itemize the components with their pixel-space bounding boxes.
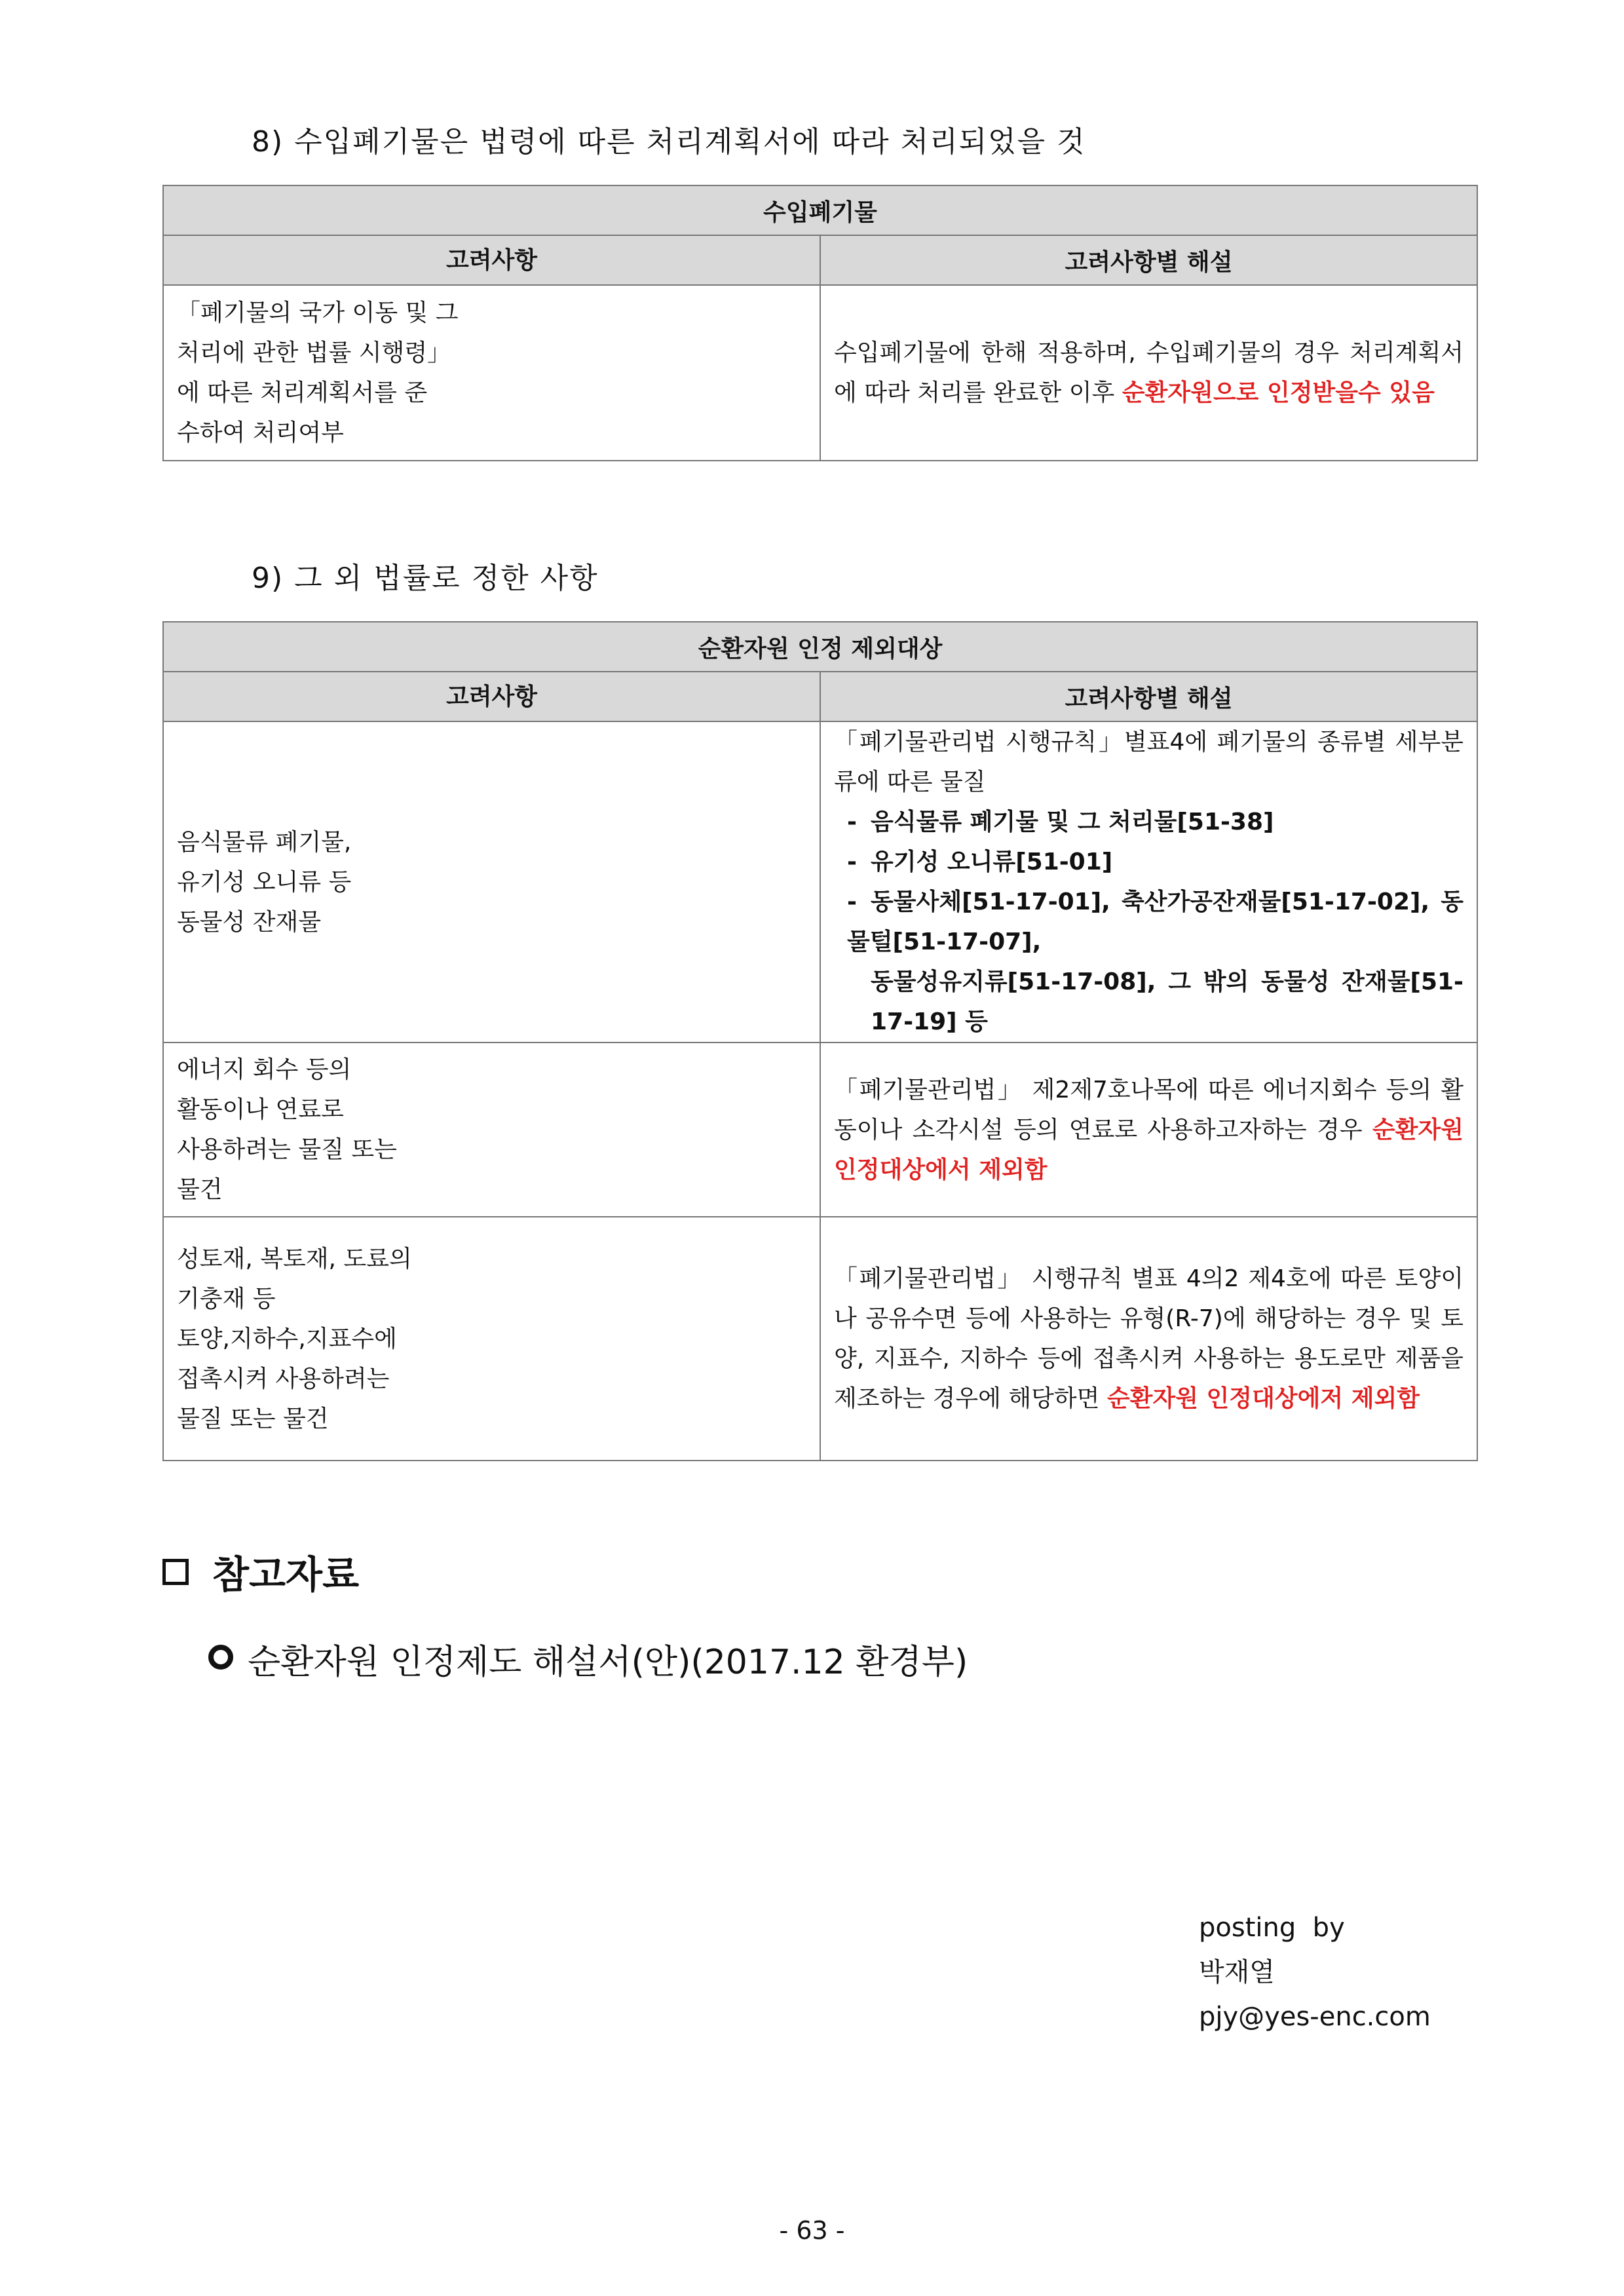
bullet-text: 동물사체[51-17-01], 축산가공잔재물[51-17-02], 동물털[51-17-07], <box>847 889 1463 955</box>
explanation-cell <box>820 285 1477 461</box>
consideration-cell <box>163 1043 820 1217</box>
explanation-cell <box>820 721 1477 1043</box>
table-caption: 순환자원 인정 제외대상 <box>163 622 1477 672</box>
table-caption: 수입폐기물 <box>163 185 1477 235</box>
author-name: 박재열 <box>1199 1957 1275 1987</box>
explanation-text: 수입폐기물에 한해 적용하며, 수입폐기물의 경우 처리계획서에 따라 처리를 완료한 이후 <box>834 339 1463 406</box>
explanation-intro: 「폐기물관리법 시행규칙」별표4에 폐기물의 종류별 세부분류에 따른 물질 <box>834 729 1463 795</box>
circle-bullet-icon <box>208 1645 233 1670</box>
column-header-explanation: 고려사항별 해설 <box>820 672 1477 721</box>
references-heading-text: 참고자료 <box>212 1552 360 1597</box>
imported-waste-table <box>162 185 1478 461</box>
page-number: - 63 - <box>779 2216 845 2245</box>
explanation-text: 「폐기물관리법」 시행규칙 별표 4의2 제4호에 따른 토양이나 공유수면 등에 사용하는 유형(R-7)에 해당하는 경우 및 토양, 지표수, 지하수 등에 접촉시켜 사용하는 용도로만 제품을 제조하는 경우에 해당하면 <box>834 1265 1463 1412</box>
bullet-text: 유기성 오니류[51-01] <box>871 849 1113 875</box>
consideration-line: 처리에 관한 법률 시행령」 <box>177 339 451 366</box>
checkbox-square-icon <box>162 1559 189 1585</box>
consideration-line: 접촉시켜 사용하려는 <box>177 1365 390 1392</box>
consideration-line: 물질 또는 물건 <box>177 1405 329 1432</box>
bullet-item: - 유기성 오니류[51-01] <box>847 849 1113 875</box>
consideration-line: 물건 <box>177 1176 223 1203</box>
signature-block <box>1199 1905 1431 2039</box>
consideration-line: 사용하려는 물질 또는 <box>177 1136 397 1163</box>
consideration-line: 에너지 회수 등의 <box>177 1056 352 1083</box>
explanation-text: 「폐기물관리법」 제2제7호나목에 따른 에너지회수 등의 활동이나 소각시설 등의 연료로 사용하고자하는 경우 <box>834 1076 1463 1143</box>
author-email: pjy@yes-enc.com <box>1199 2002 1431 2032</box>
explanation-cell <box>820 1217 1477 1461</box>
consideration-line: 수하여 처리여부 <box>177 419 344 446</box>
consideration-line: 「폐기물의 국가 이동 및 그 <box>177 299 459 326</box>
explanation-cell <box>820 1043 1477 1217</box>
column-header-consideration: 고려사항 <box>163 235 820 285</box>
reference-item <box>208 1634 968 1683</box>
reference-item-text: 순환자원 인정제도 해설서(안)(2017.12 환경부) <box>248 1643 968 1682</box>
consideration-cell <box>163 285 820 461</box>
column-header-consideration: 고려사항 <box>163 672 820 721</box>
consideration-line: 에 따른 처리계획서를 준 <box>177 379 428 406</box>
column-header-explanation: 고려사항별 해설 <box>820 235 1477 285</box>
consideration-cell <box>163 721 820 1043</box>
explanation-highlight: 순환자원으로 인정받을수 있음 <box>1122 379 1435 406</box>
consideration-line: 유기성 오니류 등 <box>177 868 352 896</box>
consideration-line: 동물성 잔재물 <box>177 908 322 936</box>
explanation-highlight: 순환자원 인정대상에서 제외함 <box>834 1116 1463 1183</box>
consideration-cell <box>163 1217 820 1461</box>
consideration-line: 음식물류 폐기물, <box>177 828 352 856</box>
section-8-title: 8) 수입폐기물은 법령에 따른 처리계획서에 따라 처리되었을 것 <box>252 125 1086 159</box>
references-heading <box>162 1544 359 1599</box>
consideration-line: 토양,지하수,지표수에 <box>177 1325 397 1352</box>
consideration-line: 기충재 등 <box>177 1285 276 1312</box>
section-9-title: 9) 그 외 법률로 정한 사항 <box>252 562 599 595</box>
exclusion-table <box>162 621 1478 1461</box>
explanation-highlight: 순환자원 인정대상에저 제외함 <box>1106 1385 1420 1412</box>
bullet-item: - 동물사체[51-17-01], 축산가공잔재물[51-17-02], 동물털[51-17-07], <box>847 889 1463 955</box>
posting-by-label: posting by <box>1199 1913 1345 1943</box>
consideration-line: 활동이나 연료로 <box>177 1096 344 1123</box>
bullet-item: - 음식물류 폐기물 및 그 처리물[51-38] <box>847 809 1274 835</box>
bullet-continuation: 동물성유지류[51-17-08], 그 밖의 동물성 잔재물[51-17-19] 등 <box>871 968 1463 1035</box>
consideration-line: 성토재, 복토재, 도료의 <box>177 1245 412 1272</box>
bullet-text: 음식물류 폐기물 및 그 처리물[51-38] <box>871 809 1274 835</box>
